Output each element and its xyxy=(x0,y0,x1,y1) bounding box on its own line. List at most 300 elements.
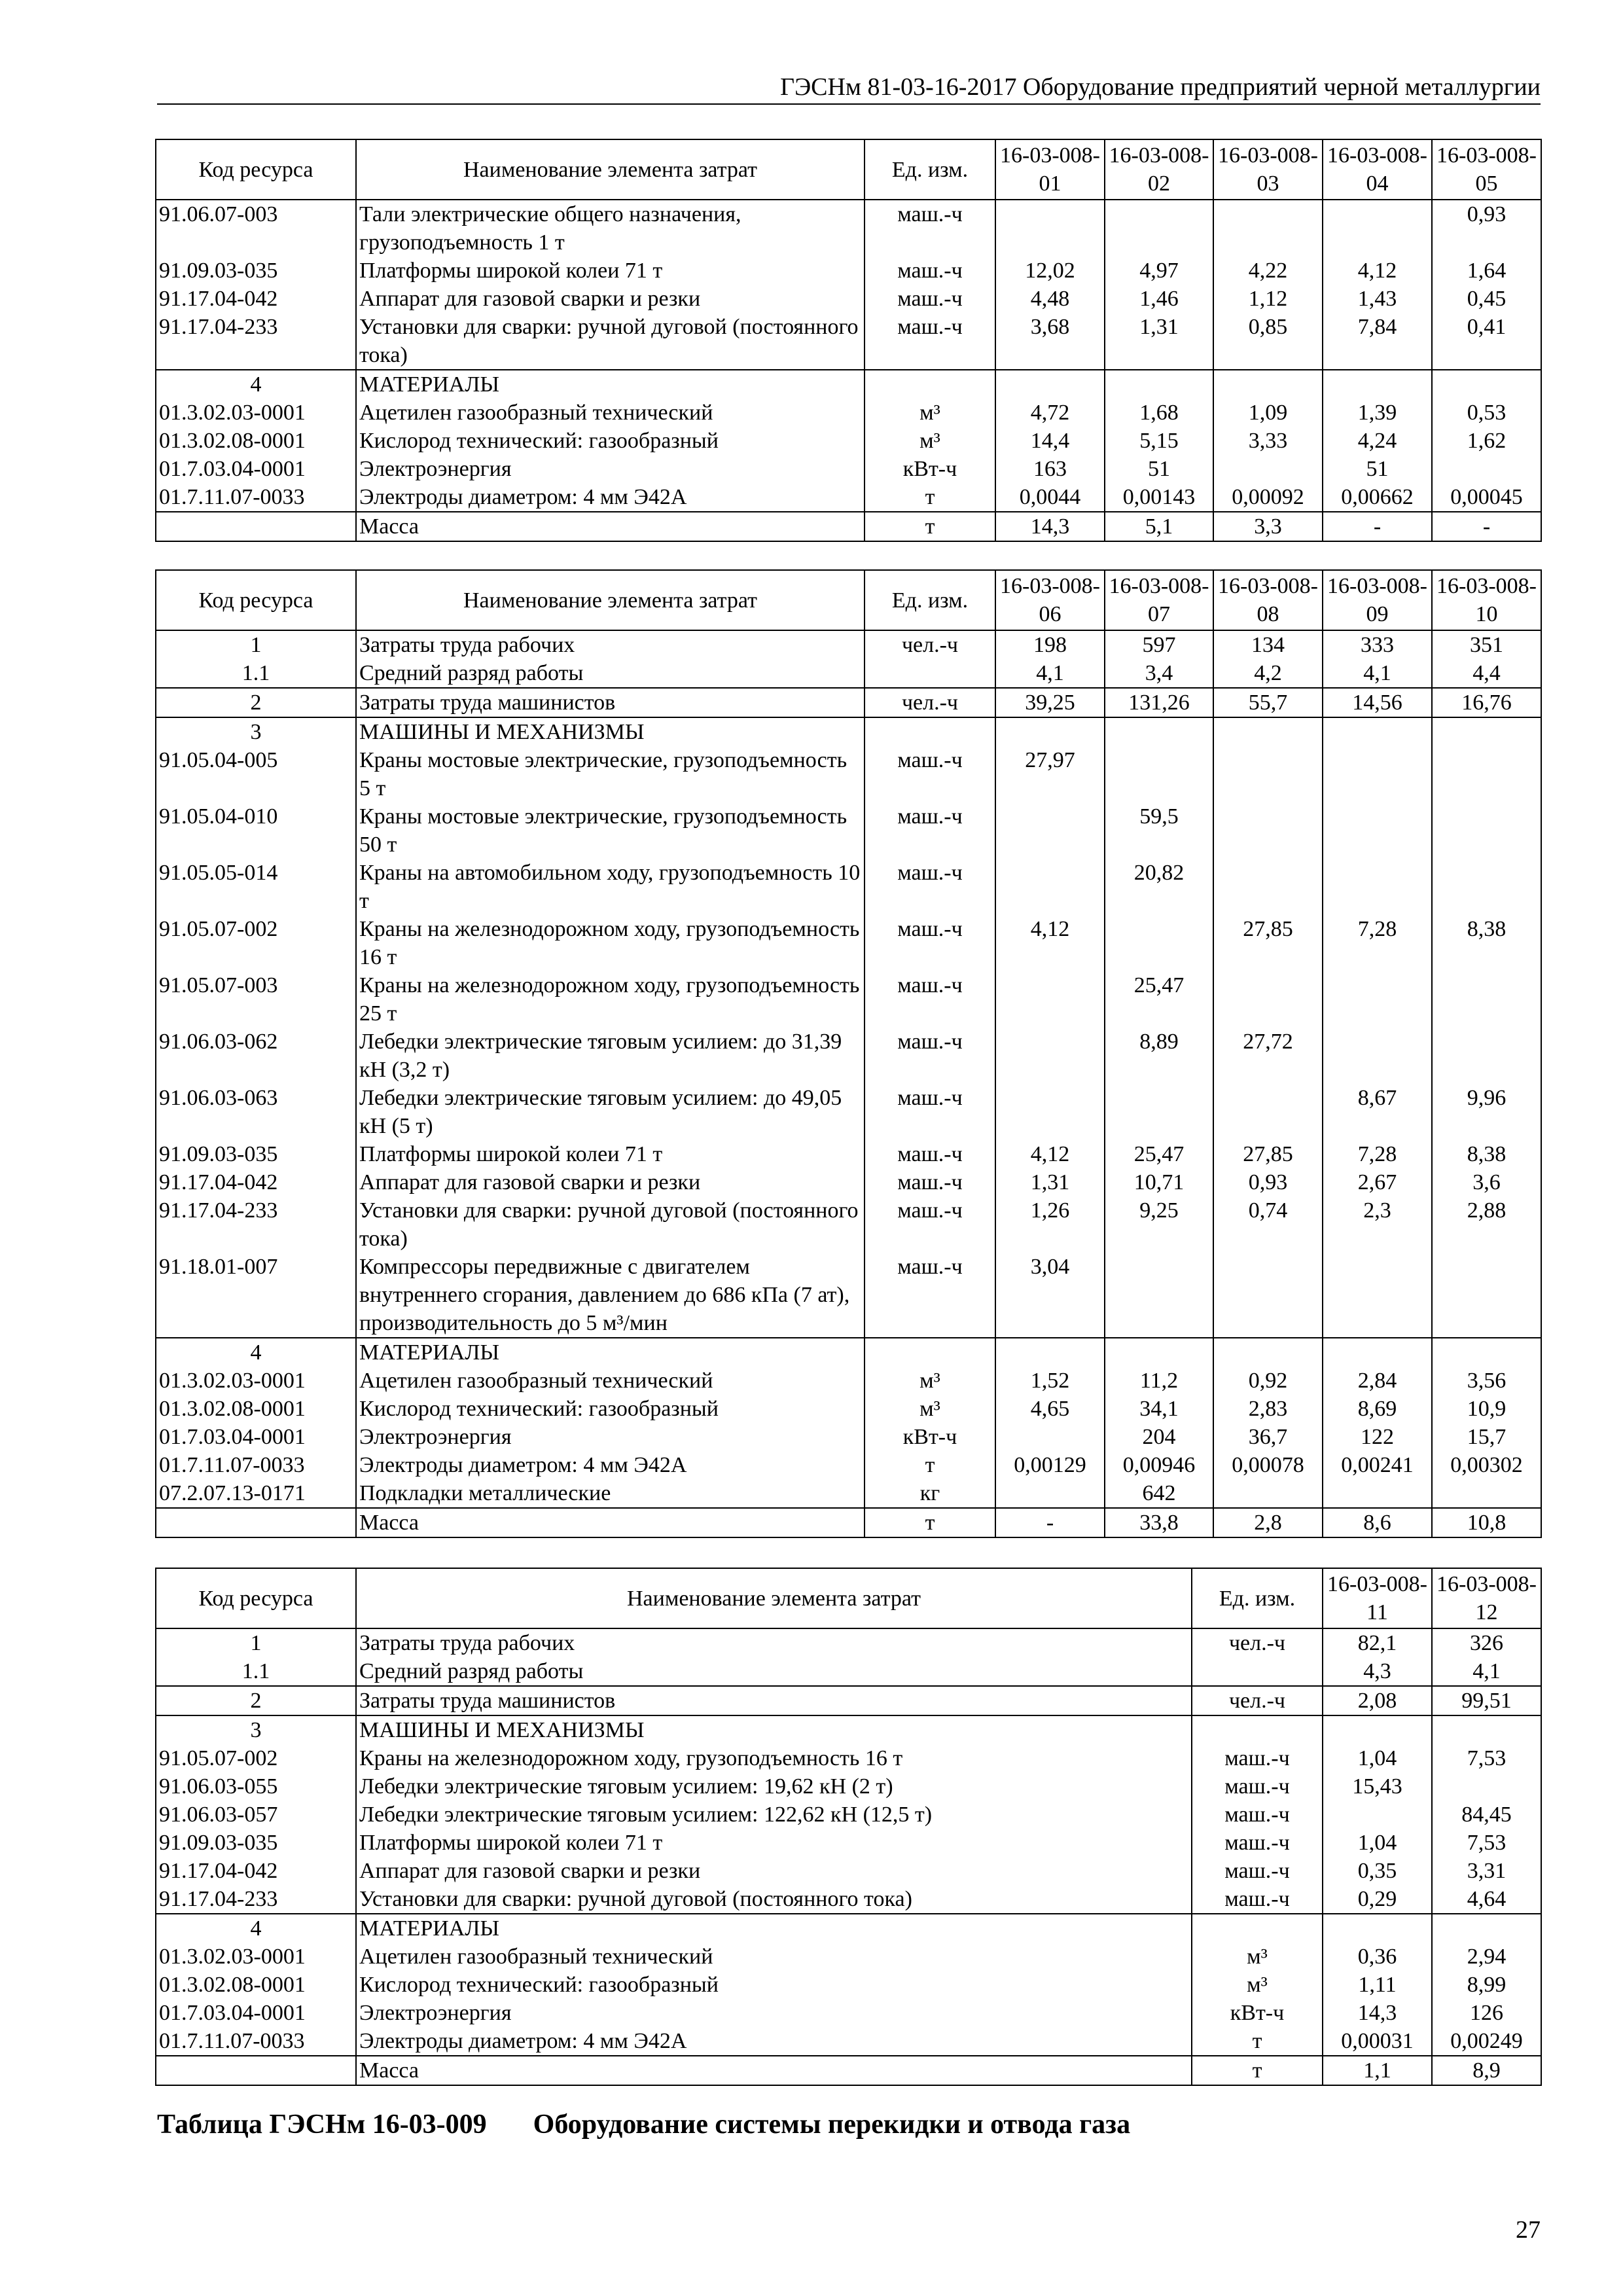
value-cell: 4,4 xyxy=(1432,659,1541,688)
table-row xyxy=(156,455,1541,483)
resource-name: Затраты труда рабочих xyxy=(356,630,865,659)
table-row xyxy=(156,1423,1541,1451)
header-row xyxy=(156,570,1541,630)
value-cell: 8,67 xyxy=(1323,1084,1432,1140)
resource-code: 2 xyxy=(156,1686,356,1715)
value-cell: 0,45 xyxy=(1432,285,1541,313)
table-row xyxy=(156,802,1541,859)
resource-unit: кг xyxy=(865,1479,995,1508)
mass-code xyxy=(156,512,356,541)
resource-code: 4 xyxy=(156,370,356,399)
value-cell xyxy=(1323,1479,1432,1508)
resource-unit: маш.-ч xyxy=(865,1253,995,1338)
table-row xyxy=(156,659,1541,688)
table-row xyxy=(156,1628,1541,1657)
mass-value: 8,9 xyxy=(1432,2056,1541,2085)
value-cell xyxy=(995,370,1105,399)
value-cell xyxy=(995,1028,1105,1084)
resource-name: Ацетилен газообразный технический xyxy=(356,399,865,427)
value-cell: 1,04 xyxy=(1323,1829,1432,1857)
value-cell: 2,83 xyxy=(1213,1395,1323,1423)
resource-code: 1.1 xyxy=(156,659,356,688)
mass-value: 5,1 xyxy=(1105,512,1213,541)
resource-code: 01.7.03.04-0001 xyxy=(156,455,356,483)
value-cell: 1,11 xyxy=(1323,1971,1432,1999)
value-cell: 59,5 xyxy=(1105,802,1213,859)
resource-name: Краны на железнодорожном ходу, грузоподъемность 16 т xyxy=(356,1744,1192,1772)
value-cell xyxy=(1213,1084,1323,1140)
value-cell: 351 xyxy=(1432,630,1541,659)
resource-name: Платформы широкой колеи 71 т xyxy=(356,1140,865,1168)
value-cell xyxy=(1432,1028,1541,1084)
table-row xyxy=(156,399,1541,427)
value-cell: 36,7 xyxy=(1213,1423,1323,1451)
value-cell: 4,24 xyxy=(1323,427,1432,455)
header-code: Код ресурса xyxy=(156,570,356,630)
value-cell: 131,26 xyxy=(1105,688,1213,717)
value-cell: 1,39 xyxy=(1323,399,1432,427)
header-unit: Ед. изм. xyxy=(865,570,995,630)
resource-name: Кислород технический: газообразный xyxy=(356,1971,1192,1999)
resource-name: Платформы широкой колеи 71 т xyxy=(356,257,865,285)
value-cell: 14,56 xyxy=(1323,688,1432,717)
value-cell: 7,84 xyxy=(1323,313,1432,370)
value-cell: 2,3 xyxy=(1323,1196,1432,1253)
value-cell xyxy=(1105,717,1213,746)
resource-code: 91.17.04-233 xyxy=(156,1196,356,1253)
section-title: МАШИНЫ И МЕХАНИЗМЫ xyxy=(356,1715,1192,1744)
value-cell: 55,7 xyxy=(1213,688,1323,717)
value-cell: 0,00946 xyxy=(1105,1451,1213,1479)
resource-unit xyxy=(865,717,995,746)
header-col-5: 16-03-008-10 xyxy=(1432,570,1541,630)
value-cell xyxy=(1105,370,1213,399)
resource-name: Установки для сварки: ручной дуговой (постоянного тока) xyxy=(356,1885,1192,1914)
mass-unit: т xyxy=(865,1508,995,1537)
resource-code: 91.05.07-003 xyxy=(156,971,356,1028)
table-row xyxy=(156,1772,1541,1801)
resource-unit: маш.-ч xyxy=(865,285,995,313)
resource-unit: м³ xyxy=(865,1395,995,1423)
value-cell: 15,7 xyxy=(1432,1423,1541,1451)
value-cell xyxy=(995,802,1105,859)
table-row xyxy=(156,1168,1541,1196)
value-cell xyxy=(1213,859,1323,915)
mass-code xyxy=(156,2056,356,2085)
value-cell: 198 xyxy=(995,630,1105,659)
table-row xyxy=(156,1686,1541,1715)
value-cell: 3,04 xyxy=(995,1253,1105,1338)
value-cell: 27,97 xyxy=(995,746,1105,802)
resource-unit: маш.-ч xyxy=(865,1028,995,1084)
header-col-4: 16-03-008-04 xyxy=(1323,139,1432,200)
resource-name: Подкладки металлические xyxy=(356,1479,865,1508)
mass-value: - xyxy=(1323,512,1432,541)
value-cell: 15,43 xyxy=(1323,1772,1432,1801)
value-cell: 0,92 xyxy=(1213,1367,1323,1395)
resource-code: 91.06.03-057 xyxy=(156,1801,356,1829)
value-cell: 0,41 xyxy=(1432,313,1541,370)
value-cell xyxy=(1323,1338,1432,1367)
value-cell: 1,68 xyxy=(1105,399,1213,427)
resource-code: 91.17.04-042 xyxy=(156,1857,356,1885)
value-cell xyxy=(1105,200,1213,257)
mass-unit: т xyxy=(1192,2056,1323,2085)
header-col-4: 16-03-008-09 xyxy=(1323,570,1432,630)
table-row xyxy=(156,1657,1541,1686)
resource-name: Краны на железнодорожном ходу, грузоподъемность 25 т xyxy=(356,971,865,1028)
value-cell: 25,47 xyxy=(1105,971,1213,1028)
mass-value: 2,8 xyxy=(1213,1508,1323,1537)
table-row xyxy=(156,285,1541,313)
resource-unit: чел.-ч xyxy=(865,630,995,659)
value-cell: 51 xyxy=(1323,455,1432,483)
resource-unit xyxy=(1192,1657,1323,1686)
value-cell: 1,46 xyxy=(1105,285,1213,313)
header-col-2: 16-03-008-07 xyxy=(1105,570,1213,630)
mass-value: 3,3 xyxy=(1213,512,1323,541)
section-title: МАШИНЫ И МЕХАНИЗМЫ xyxy=(356,717,865,746)
resource-code: 01.3.02.03-0001 xyxy=(156,1943,356,1971)
table-row xyxy=(156,915,1541,971)
value-cell: 0,29 xyxy=(1323,1885,1432,1914)
resource-unit: м³ xyxy=(865,399,995,427)
value-cell: 2,08 xyxy=(1323,1686,1432,1715)
value-cell xyxy=(1105,746,1213,802)
value-cell: 8,89 xyxy=(1105,1028,1213,1084)
resource-name: Электроэнергия xyxy=(356,1423,865,1451)
value-cell xyxy=(1323,802,1432,859)
value-cell: 0,36 xyxy=(1323,1943,1432,1971)
resource-code: 91.06.07-003 xyxy=(156,200,356,257)
mass-row xyxy=(156,512,1541,541)
resource-unit: маш.-ч xyxy=(1192,1744,1323,1772)
header-col-1: 16-03-008-01 xyxy=(995,139,1105,200)
value-cell xyxy=(1213,717,1323,746)
resource-code: 01.3.02.08-0001 xyxy=(156,1971,356,1999)
table-row xyxy=(156,427,1541,455)
value-cell: 2,67 xyxy=(1323,1168,1432,1196)
value-cell: 0,93 xyxy=(1432,200,1541,257)
mass-row xyxy=(156,2056,1541,2085)
value-cell: 3,68 xyxy=(995,313,1105,370)
value-cell: 4,22 xyxy=(1213,257,1323,285)
value-cell: 3,6 xyxy=(1432,1168,1541,1196)
resource-name: Платформы широкой колеи 71 т xyxy=(356,1829,1192,1857)
resource-name: Краны на автомобильном ходу, грузоподъемность 10 т xyxy=(356,859,865,915)
resource-code: 01.7.11.07-0033 xyxy=(156,2027,356,2056)
resource-name: Краны мостовые электрические, грузоподъемность 5 т xyxy=(356,746,865,802)
value-cell: 4,1 xyxy=(1432,1657,1541,1686)
value-cell: 12,02 xyxy=(995,257,1105,285)
resource-unit: маш.-ч xyxy=(1192,1857,1323,1885)
value-cell xyxy=(1213,370,1323,399)
value-cell xyxy=(1323,717,1432,746)
value-cell: 0,85 xyxy=(1213,313,1323,370)
mass-value: 8,6 xyxy=(1323,1508,1432,1537)
resource-name: Кислород технический: газообразный xyxy=(356,1395,865,1423)
resource-unit: т xyxy=(865,483,995,512)
mass-unit: т xyxy=(865,512,995,541)
section-row xyxy=(156,1715,1541,1744)
resource-name: Лебедки электрические тяговым усилием: до 49,05 кН (5 т) xyxy=(356,1084,865,1140)
mass-value: - xyxy=(1432,512,1541,541)
value-cell: 7,28 xyxy=(1323,915,1432,971)
resource-name: Краны на железнодорожном ходу, грузоподъемность 16 т xyxy=(356,915,865,971)
table-row xyxy=(156,257,1541,285)
mass-row xyxy=(156,1508,1541,1537)
header-col-3: 16-03-008-08 xyxy=(1213,570,1323,630)
resource-unit: м³ xyxy=(1192,1971,1323,1999)
value-cell: 0,00045 xyxy=(1432,483,1541,512)
value-cell: 3,4 xyxy=(1105,659,1213,688)
resource-unit: т xyxy=(865,1451,995,1479)
resource-name: Электроэнергия xyxy=(356,1999,1192,2027)
resource-unit: маш.-ч xyxy=(1192,1885,1323,1914)
table-row xyxy=(156,1801,1541,1829)
resource-name: Средний разряд работы xyxy=(356,1657,1192,1686)
value-cell: 642 xyxy=(1105,1479,1213,1508)
resource-name: Электроды диаметром: 4 мм Э42А xyxy=(356,1451,865,1479)
value-cell: 134 xyxy=(1213,630,1323,659)
table-row xyxy=(156,2027,1541,2056)
value-cell xyxy=(1432,1715,1541,1744)
value-cell: 0,00092 xyxy=(1213,483,1323,512)
value-cell: 0,00078 xyxy=(1213,1451,1323,1479)
mass-value: 10,8 xyxy=(1432,1508,1541,1537)
table-row xyxy=(156,971,1541,1028)
resource-unit xyxy=(1192,1715,1323,1744)
resource-name: Лебедки электрические тяговым усилием: до 31,39 кН (3,2 т) xyxy=(356,1028,865,1084)
resource-name: Затраты труда рабочих xyxy=(356,1628,1192,1657)
value-cell xyxy=(1323,1715,1432,1744)
resource-code: 01.3.02.03-0001 xyxy=(156,399,356,427)
value-cell xyxy=(1432,455,1541,483)
value-cell: 204 xyxy=(1105,1423,1213,1451)
resource-code: 91.17.04-233 xyxy=(156,313,356,370)
resource-name: Электроды диаметром: 4 мм Э42А xyxy=(356,483,865,512)
value-cell: 2,88 xyxy=(1432,1196,1541,1253)
mass-value: - xyxy=(995,1508,1105,1537)
value-cell: 27,72 xyxy=(1213,1028,1323,1084)
value-cell xyxy=(1105,1338,1213,1367)
header-col-3: 16-03-008-03 xyxy=(1213,139,1323,200)
value-cell: 8,38 xyxy=(1432,1140,1541,1168)
section-row xyxy=(156,370,1541,399)
resource-unit: м³ xyxy=(865,1367,995,1395)
value-cell xyxy=(995,717,1105,746)
table-caption xyxy=(157,2109,1130,2140)
resource-unit: маш.-ч xyxy=(865,802,995,859)
value-cell xyxy=(1323,971,1432,1028)
resource-name: Электроды диаметром: 4 мм Э42А xyxy=(356,2027,1192,2056)
value-cell: 1,12 xyxy=(1213,285,1323,313)
resource-name: Лебедки электрические тяговым усилием: 19,62 кН (2 т) xyxy=(356,1772,1192,1801)
value-cell xyxy=(1323,1028,1432,1084)
header-row xyxy=(156,1568,1541,1628)
value-cell: 1,43 xyxy=(1323,285,1432,313)
value-cell: 14,3 xyxy=(1323,1999,1432,2027)
value-cell xyxy=(1432,1479,1541,1508)
resource-code: 91.06.03-063 xyxy=(156,1084,356,1140)
resource-name: Электроэнергия xyxy=(356,455,865,483)
value-cell xyxy=(995,971,1105,1028)
header-name: Наименование элемента затрат xyxy=(356,570,865,630)
resource-table-2 xyxy=(155,569,1542,1538)
value-cell: 20,82 xyxy=(1105,859,1213,915)
resource-name: Установки для сварки: ручной дуговой (постоянного тока) xyxy=(356,313,865,370)
table-row xyxy=(156,1253,1541,1338)
table-row xyxy=(156,1367,1541,1395)
value-cell xyxy=(1432,717,1541,746)
value-cell xyxy=(995,1479,1105,1508)
resource-unit xyxy=(1192,1914,1323,1943)
resource-name: Тали электрические общего назначения, грузоподъемность 1 т xyxy=(356,200,865,257)
value-cell: 0,00143 xyxy=(1105,483,1213,512)
mass-value: 33,8 xyxy=(1105,1508,1213,1537)
value-cell: 82,1 xyxy=(1323,1628,1432,1657)
value-cell: 4,1 xyxy=(995,659,1105,688)
table-row xyxy=(156,859,1541,915)
value-cell: 0,00241 xyxy=(1323,1451,1432,1479)
value-cell: 4,48 xyxy=(995,285,1105,313)
value-cell: 4,72 xyxy=(995,399,1105,427)
value-cell xyxy=(995,200,1105,257)
value-cell: 5,15 xyxy=(1105,427,1213,455)
table-row xyxy=(156,1196,1541,1253)
resource-unit: маш.-ч xyxy=(865,746,995,802)
value-cell: 0,00031 xyxy=(1323,2027,1432,2056)
table-row xyxy=(156,200,1541,257)
value-cell: 3,33 xyxy=(1213,427,1323,455)
value-cell xyxy=(1323,1801,1432,1829)
value-cell xyxy=(1213,802,1323,859)
resource-unit: т xyxy=(1192,2027,1323,2056)
table-row xyxy=(156,1885,1541,1914)
value-cell: 0,93 xyxy=(1213,1168,1323,1196)
resource-code: 91.05.04-005 xyxy=(156,746,356,802)
running-header: ГЭСНм 81-03-16-2017 Оборудование предприятий черной металлургии xyxy=(157,71,1541,105)
value-cell: 7,53 xyxy=(1432,1744,1541,1772)
value-cell: 14,4 xyxy=(995,427,1105,455)
value-cell xyxy=(1213,1338,1323,1367)
resource-unit: маш.-ч xyxy=(865,1084,995,1140)
value-cell xyxy=(995,859,1105,915)
value-cell xyxy=(995,1423,1105,1451)
value-cell xyxy=(1213,746,1323,802)
header-col-1: 16-03-008-11 xyxy=(1323,1568,1432,1628)
value-cell: 3,56 xyxy=(1432,1367,1541,1395)
resource-unit xyxy=(865,370,995,399)
value-cell: 4,12 xyxy=(995,915,1105,971)
value-cell: 34,1 xyxy=(1105,1395,1213,1423)
resource-code: 01.3.02.08-0001 xyxy=(156,1395,356,1423)
resource-code: 91.06.03-062 xyxy=(156,1028,356,1084)
resource-code: 91.17.04-042 xyxy=(156,1168,356,1196)
value-cell: 11,2 xyxy=(1105,1367,1213,1395)
value-cell xyxy=(1323,859,1432,915)
resource-code: 3 xyxy=(156,717,356,746)
value-cell xyxy=(1323,200,1432,257)
value-cell: 9,25 xyxy=(1105,1196,1213,1253)
value-cell: 8,38 xyxy=(1432,915,1541,971)
value-cell xyxy=(1432,746,1541,802)
value-cell: 326 xyxy=(1432,1628,1541,1657)
header-col-2: 16-03-008-02 xyxy=(1105,139,1213,200)
value-cell: 16,76 xyxy=(1432,688,1541,717)
table-row xyxy=(156,1999,1541,2027)
resource-code: 91.09.03-035 xyxy=(156,1140,356,1168)
value-cell: 8,69 xyxy=(1323,1395,1432,1423)
resource-code: 01.7.11.07-0033 xyxy=(156,1451,356,1479)
resource-unit: чел.-ч xyxy=(865,688,995,717)
mass-value: 1,1 xyxy=(1323,2056,1432,2085)
value-cell: 4,64 xyxy=(1432,1885,1541,1914)
value-cell xyxy=(1213,1479,1323,1508)
value-cell: 0,0044 xyxy=(995,483,1105,512)
value-cell xyxy=(1323,746,1432,802)
caption-title: Оборудование системы перекидки и отвода газа xyxy=(533,2109,1131,2140)
resource-unit xyxy=(865,1338,995,1367)
value-cell: 10,9 xyxy=(1432,1395,1541,1423)
resource-unit: маш.-ч xyxy=(865,859,995,915)
value-cell: 1,52 xyxy=(995,1367,1105,1395)
resource-code: 07.2.07.13-0171 xyxy=(156,1479,356,1508)
value-cell: 7,53 xyxy=(1432,1829,1541,1857)
value-cell: 163 xyxy=(995,455,1105,483)
value-cell: 0,35 xyxy=(1323,1857,1432,1885)
table-row xyxy=(156,1943,1541,1971)
value-cell: 7,28 xyxy=(1323,1140,1432,1168)
value-cell: 1,62 xyxy=(1432,427,1541,455)
resource-name: Компрессоры передвижные с двигателем внутреннего сгорания, давлением до 686 кПа (7 ат), производительность до 5 м³/мин xyxy=(356,1253,865,1338)
table-row xyxy=(156,1857,1541,1885)
value-cell xyxy=(1213,200,1323,257)
table-row xyxy=(156,746,1541,802)
resource-unit: чел.-ч xyxy=(1192,1686,1323,1715)
value-cell: 25,47 xyxy=(1105,1140,1213,1168)
value-cell: 4,2 xyxy=(1213,659,1323,688)
resource-code: 4 xyxy=(156,1914,356,1943)
resource-code: 1.1 xyxy=(156,1657,356,1686)
value-cell: 9,96 xyxy=(1432,1084,1541,1140)
value-cell: 4,3 xyxy=(1323,1657,1432,1686)
value-cell: 84,45 xyxy=(1432,1801,1541,1829)
resource-name: Установки для сварки: ручной дуговой (постоянного тока) xyxy=(356,1196,865,1253)
value-cell xyxy=(1432,1338,1541,1367)
value-cell: 1,04 xyxy=(1323,1744,1432,1772)
resource-unit: маш.-ч xyxy=(1192,1829,1323,1857)
value-cell: 2,84 xyxy=(1323,1367,1432,1395)
mass-value: 14,3 xyxy=(995,512,1105,541)
value-cell xyxy=(1432,1772,1541,1801)
resource-unit: маш.-ч xyxy=(865,1168,995,1196)
resource-code: 01.7.11.07-0033 xyxy=(156,483,356,512)
value-cell: 1,64 xyxy=(1432,257,1541,285)
resource-unit: маш.-ч xyxy=(865,200,995,257)
resource-name: Лебедки электрические тяговым усилием: 122,62 кН (12,5 т) xyxy=(356,1801,1192,1829)
value-cell xyxy=(1105,1084,1213,1140)
value-cell xyxy=(1213,455,1323,483)
value-cell xyxy=(1213,1253,1323,1338)
page-number: 27 xyxy=(1516,2216,1541,2244)
resource-code: 91.18.01-007 xyxy=(156,1253,356,1338)
value-cell xyxy=(995,1338,1105,1367)
table-row xyxy=(156,1028,1541,1084)
table-row xyxy=(156,1451,1541,1479)
resource-code: 91.06.03-055 xyxy=(156,1772,356,1801)
value-cell: 51 xyxy=(1105,455,1213,483)
